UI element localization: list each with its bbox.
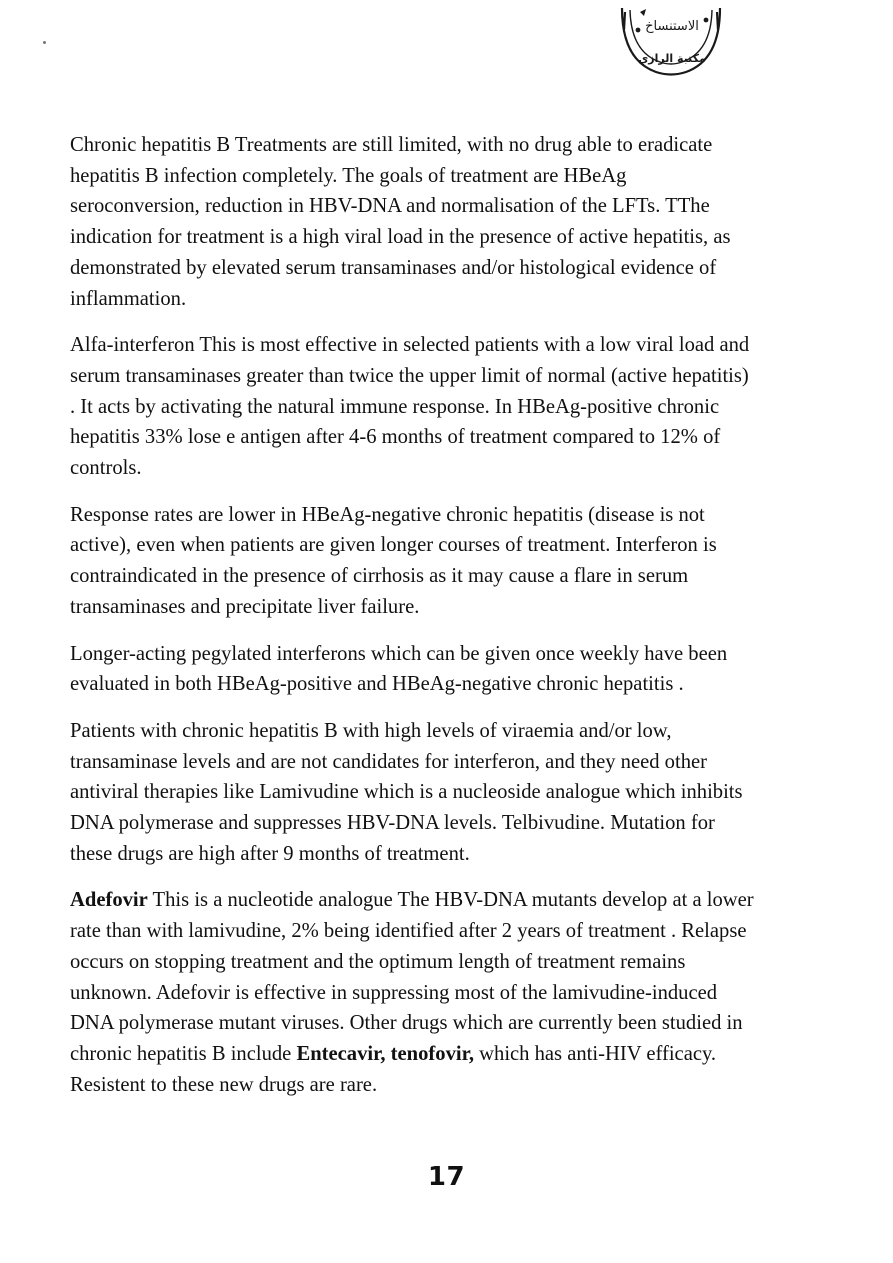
text-line: antiviral therapies like Lamivudine which is a nucleoside analogue which inhibits (70, 781, 743, 804)
text-line: serum transaminases greater than twice the upper limit of normal (active hepatitis) (70, 364, 749, 387)
stamp-seal-icon (616, 0, 726, 88)
paragraph-response-rates (70, 500, 830, 623)
text-line: inflammation. (70, 287, 187, 310)
stamp-lower-text: مكتبة الرازي (638, 52, 706, 65)
library-stamp (616, 0, 726, 88)
text-line: active), even when patients are given longer courses of treatment. Interferon is (70, 534, 717, 557)
paragraph-lamivudine (70, 716, 830, 870)
text-line: transaminase levels and are not candidates for interferon, and they need other (70, 750, 707, 773)
paragraph-treatment-goals (70, 130, 830, 314)
document-body (70, 130, 830, 1116)
paragraph-pegylated-interferons (70, 639, 830, 700)
text-fragment: chronic hepatitis B include (70, 1042, 297, 1065)
text-line: Alfa-interferon This is most effective in selected patients with a low viral load and (70, 334, 750, 357)
adefovir-heading: Adefovir (70, 889, 148, 912)
paragraph-alfa-interferon (70, 330, 830, 484)
text-line: contraindicated in the presence of cirrhosis as it may cause a flare in serum (70, 565, 689, 588)
text-line: these drugs are high after 9 months of treatment. (70, 842, 470, 865)
text-line: unknown. Adefovir is effective in suppressing most of the lamivudine-induced (70, 981, 718, 1004)
text-line: hepatitis 33% lose e antigen after 4-6 months of treatment compared to 12% of (70, 426, 721, 449)
text-line: controls. (70, 457, 142, 480)
text-fragment: This is a nucleotide analogue The HBV-DNA mutants develop at a lower (147, 889, 754, 912)
text-line: Response rates are lower in HBeAg-negative chronic hepatitis (disease is not (70, 503, 705, 526)
text-line: hepatitis B infection completely. The goals of treatment are HBeAg (70, 164, 627, 187)
text-line: Patients with chronic hepatitis B with high levels of viraemia and/or low, (70, 719, 672, 742)
text-line: seroconversion, reduction in HBV-DNA and normalisation of the LFTs. TThe (70, 195, 710, 218)
text-line: DNA polymerase and suppresses HBV-DNA levels. Telbivudine. Mutation for (70, 812, 715, 835)
text-line (70, 1039, 830, 1070)
text-line: rate than with lamivudine, 2% being identified after 2 years of treatment . Relapse (70, 920, 747, 943)
page-number: 17 (427, 1162, 466, 1192)
text-fragment: which has anti-HIV efficacy. (474, 1042, 717, 1065)
scan-speck (43, 41, 46, 44)
text-line: occurs on stopping treatment and the optimum length of treatment remains (70, 950, 686, 973)
text-line: transaminases and precipitate liver failure. (70, 595, 420, 618)
text-line: Resistent to these new drugs are rare. (70, 1073, 378, 1096)
text-line: DNA polymerase mutant viruses. Other drugs which are currently been studied in (70, 1012, 743, 1035)
paragraph-adefovir (70, 885, 830, 1100)
stamp-text: الاستنساخ (645, 19, 699, 34)
text-line: Chronic hepatitis B Treatments are still limited, with no drug able to eradicate (70, 134, 713, 156)
text-line: demonstrated by elevated serum transaminases and/or histological evidence of (70, 256, 717, 279)
text-line: evaluated in both HBeAg-positive and HBeAg-negative chronic hepatitis . (70, 673, 684, 696)
text-line: Longer-acting pegylated interferons which can be given once weekly have been (70, 642, 728, 665)
text-line (70, 885, 830, 916)
drug-names-bold: Entecavir, tenofovir, (296, 1042, 474, 1065)
text-line: . It acts by activating the natural immune response. In HBeAg-positive chronic (70, 395, 720, 418)
text-line: indication for treatment is a high viral load in the presence of active hepatitis, as (70, 226, 731, 249)
